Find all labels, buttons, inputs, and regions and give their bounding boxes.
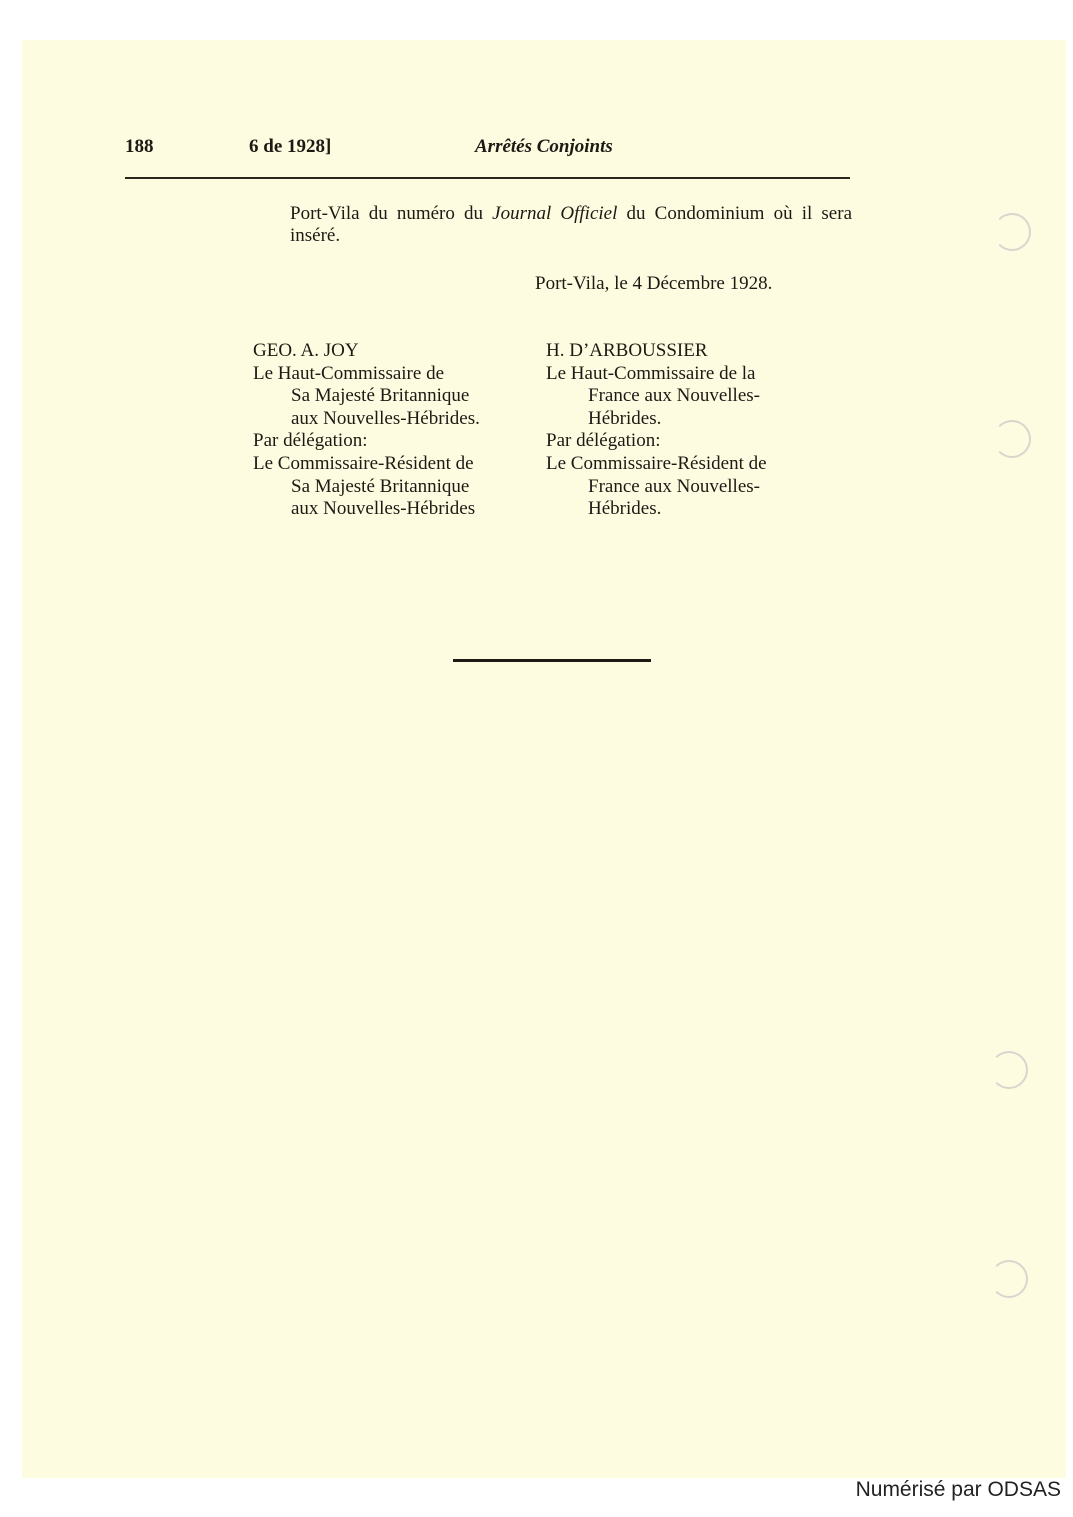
page-header: [125, 136, 849, 166]
signature-block-british: [253, 340, 480, 521]
journal-title: Journal Officiel: [492, 203, 618, 224]
signatory-title: aux Nouvelles-Hébrides: [291, 498, 476, 520]
document-page: [22, 40, 1066, 1478]
digitization-credit: Numérisé par ODSAS: [855, 1478, 1061, 1501]
signatory-title: aux Nouvelles-Hébrides.: [291, 407, 480, 429]
signatory-name: H. D’ARBOUSSIER: [546, 340, 708, 361]
signatory-title: Le Haut-Commissaire de: [253, 362, 445, 384]
binder-hole: [990, 1260, 1028, 1298]
signatory-name: GEO. A. JOY: [253, 340, 359, 361]
signatory-title: Sa Majesté Britannique: [291, 475, 470, 497]
para-text-end: du Condominium où il sera inséré.: [290, 203, 852, 246]
signatory-title: Hébrides.: [588, 407, 662, 429]
signatory-title: Le Haut-Commissaire de la: [546, 362, 756, 384]
para-text-start: Port-Vila du numéro du: [290, 203, 493, 224]
delegation-label: Par délégation:: [253, 430, 368, 452]
delegation-label: Par délégation:: [546, 430, 661, 452]
signature-block-french: [546, 340, 767, 521]
signatory-title: Hébrides.: [588, 498, 662, 520]
section-reference: 6 de 1928]: [249, 136, 332, 157]
closing-paragraph: [290, 203, 852, 247]
end-of-text-rule: [453, 659, 651, 662]
header-rule: [125, 177, 850, 179]
binder-hole: [990, 1051, 1028, 1089]
place-date-line: Port-Vila, le 4 Décembre 1928.: [535, 273, 773, 294]
signatory-title: Le Commissaire-Résident de: [253, 452, 474, 474]
signatory-title: Le Commissaire-Résident de: [546, 452, 767, 474]
binder-hole: [993, 420, 1031, 458]
page-number: 188: [125, 136, 154, 157]
signatory-title: Sa Majesté Britannique: [291, 385, 470, 407]
binder-hole: [993, 213, 1031, 251]
signatory-title: France aux Nouvelles-: [588, 385, 760, 407]
signatory-title: France aux Nouvelles-: [588, 475, 760, 497]
running-title: Arrêtés Conjoints: [475, 136, 613, 157]
